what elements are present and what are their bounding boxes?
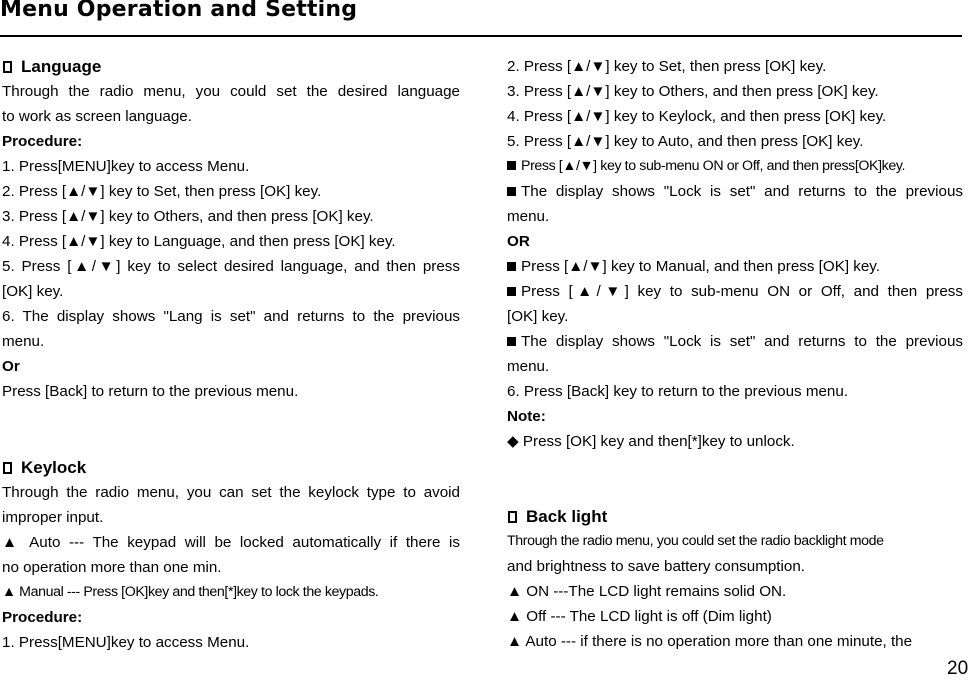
square-bullet-icon [507,287,516,296]
keylock-substep: The display shows "Lock is set" and returns to the previous [507,179,963,204]
keylock-substep: Press [▲/▼] key to sub-menu ON or Off, and then press[OK]key. [507,154,963,179]
keylock-step: 5. Press [▲/▼] key to Auto, and then press [OK] key. [507,133,864,150]
keylock-heading: Keylock [2,455,460,480]
keylock-auto-cont: no operation more than one min. [2,559,222,576]
right-column [507,54,963,654]
keylock-step: 2. Press [▲/▼] key to Set, then press [OK] key. [507,58,827,75]
checkbox-icon [3,61,12,73]
language-intro: Through the radio menu, you could set the desired language [2,83,460,100]
backlight-option-off: ▲ Off --- The LCD light is off (Dim light) [507,608,772,625]
keylock-step: 6. Press [Back] key to return to the previous menu. [507,383,849,400]
language-back-step: Press [Back] to return to the previous menu. [2,383,299,400]
keylock-substep: Press [▲/▼] key to Manual, and then press [OK] key. [507,254,963,279]
language-step: 5. Press [▲/▼] key to select desired language, and then press [2,258,460,275]
language-heading: Language [2,54,460,79]
keylock-step: 3. Press [▲/▼] key to Others, and then press [OK] key. [507,83,879,100]
backlight-option-on: ▲ ON ---The LCD light remains solid ON. [507,583,787,600]
backlight-intro: Through the radio menu, you could set the radio backlight mode [507,533,884,549]
language-step-cont: [OK] key. [2,283,64,300]
keylock-step: 4. Press [▲/▼] key to Keylock, and then press [OK] key. [507,108,887,125]
language-step: 1. Press[MENU]key to access Menu. [2,158,250,175]
checkbox-icon [508,511,517,523]
keylock-intro-cont: improper input. [2,509,104,526]
keylock-substep-cont: [OK] key. [507,308,569,325]
note-label: Note: [507,408,546,425]
page-number: 20 [947,658,969,679]
backlight-heading: Back light [507,504,963,529]
left-column [2,54,460,655]
keylock-intro: Through the radio menu, you can set the keylock type to avoid [2,484,460,501]
or-label: Or [2,358,20,375]
square-bullet-icon [507,337,516,346]
keylock-substep-cont: menu. [507,358,550,375]
keylock-manual: ▲ Manual --- Press [OK]key and then[*]key to lock the keypads. [2,584,379,600]
language-step: 3. Press [▲/▼] key to Others, and then press [OK] key. [2,208,374,225]
keylock-step: 1. Press[MENU]key to access Menu. [2,634,250,651]
title-divider [0,35,962,37]
keylock-substep: The display shows "Lock is set" and returns to the previous [507,329,963,354]
backlight-option-auto: ▲ Auto --- if there is no operation more than one minute, the [507,633,913,650]
keylock-auto: ▲ Auto --- The keypad will be locked automatically if there is [2,534,460,551]
language-step-cont: menu. [2,333,45,350]
procedure-label: Procedure: [2,609,83,626]
square-bullet-icon [507,161,516,170]
page-title: Menu Operation and Setting [0,0,358,22]
language-step: 2. Press [▲/▼] key to Set, then press [OK] key. [2,183,322,200]
language-step: 4. Press [▲/▼] key to Language, and then press [OK] key. [2,233,396,250]
language-intro-cont: to work as screen language. [2,108,192,125]
keylock-substep: Press [▲/▼] key to sub-menu ON or Off, and then press [507,279,963,304]
language-step: 6. The display shows "Lang is set" and returns to the previous [2,308,460,325]
checkbox-icon [3,462,12,474]
square-bullet-icon [507,187,516,196]
or-label: OR [507,233,530,250]
backlight-intro-cont: and brightness to save battery consumption. [507,558,806,575]
square-bullet-icon [507,262,516,271]
procedure-label: Procedure: [2,133,83,150]
note-text: ◆ Press [OK] key and then[*]key to unlock. [507,433,795,450]
keylock-substep-cont: menu. [507,208,550,225]
